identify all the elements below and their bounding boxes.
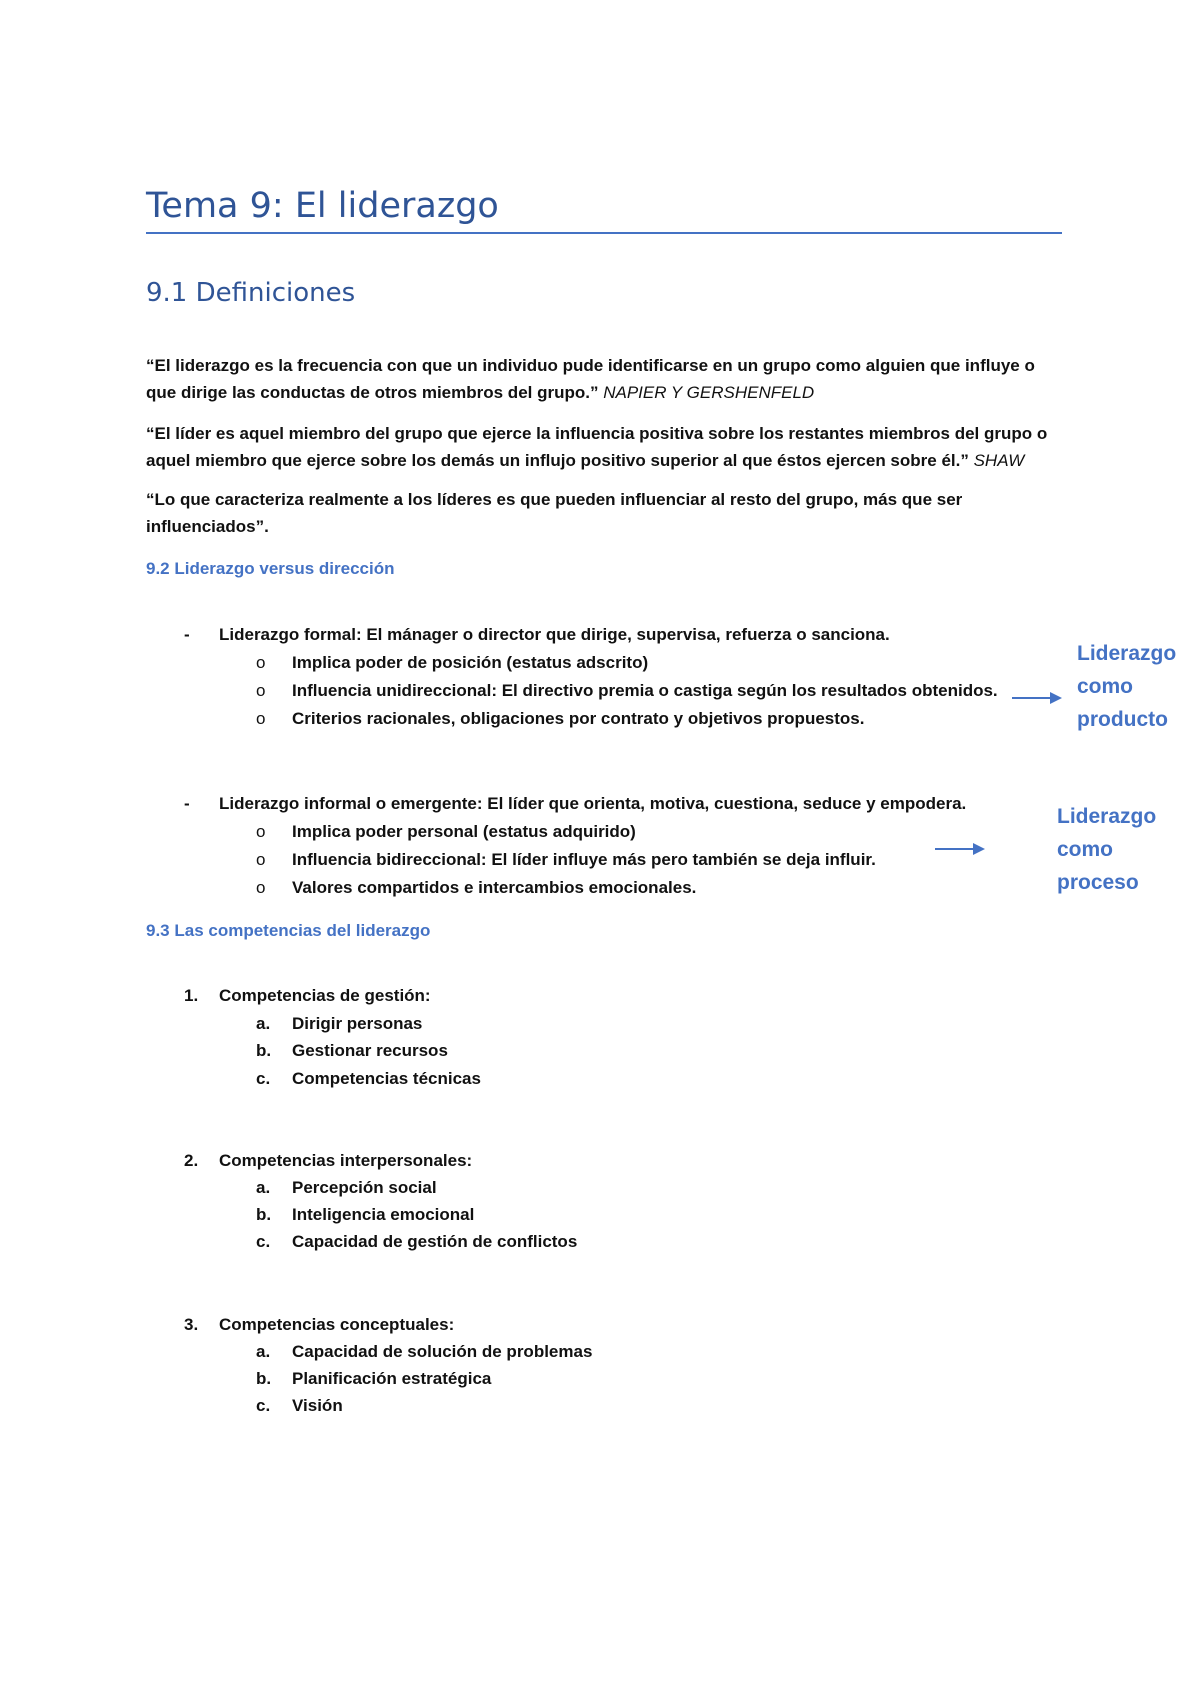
definition-quote-1 — [146, 352, 1066, 406]
list-item: Percepción social — [292, 1178, 437, 1197]
list-letter: b. — [256, 1369, 272, 1388]
list-letter: a. — [256, 1014, 271, 1033]
list-letter: c. — [256, 1232, 271, 1251]
informal-item-3: Valores compartidos e intercambios emocionales. — [292, 878, 697, 897]
list-number: 2. — [184, 1151, 199, 1170]
informal-leadership-line: Liderazgo informal o emergente: El líder que orienta, motiva, cuestiona, seduce y empodera. — [219, 794, 967, 813]
arrow-right-icon — [935, 841, 985, 857]
section-heading-liderazgo-direccion: 9.2 Liderazgo versus dirección — [146, 559, 395, 578]
page-title: Tema 9: El liderazgo — [146, 184, 1062, 234]
quote-text: “Lo que caracteriza realmente a los líderes es que pueden influenciar al resto del grupo, más que ser influenciados”. — [146, 490, 963, 536]
list-letter: c. — [256, 1069, 271, 1088]
list-letter: a. — [256, 1178, 271, 1197]
definition-quote-2 — [146, 420, 1066, 474]
bullet-marker: o — [256, 822, 266, 841]
list-item: Visión — [292, 1396, 343, 1415]
list-letter: a. — [256, 1342, 271, 1361]
list-letter: b. — [256, 1205, 272, 1224]
section-heading-competencias: 9.3 Las competencias del liderazgo — [146, 921, 431, 940]
dash-marker: - — [184, 794, 190, 813]
list-number: 3. — [184, 1315, 199, 1334]
bullet-marker: o — [256, 850, 266, 869]
list-item: Inteligencia emocional — [292, 1205, 475, 1224]
list-item: Planificación estratégica — [292, 1369, 492, 1388]
arrow-right-icon — [1012, 690, 1062, 706]
bullet-marker: o — [256, 709, 266, 728]
competency-group-gestion: Competencias de gestión: — [219, 986, 431, 1005]
list-number: 1. — [184, 986, 199, 1005]
list-letter: b. — [256, 1041, 272, 1060]
bullet-marker: o — [256, 878, 266, 897]
list-item: Capacidad de solución de problemas — [292, 1342, 593, 1361]
formal-item-2: Influencia unidireccional: El directivo premia o castiga según los resultados obtenidos. — [292, 681, 998, 700]
quote-text: “El líder es aquel miembro del grupo que ejerce la influencia positiva sobre los restantes miembros del grupo o aquel miembro que ejerce sobre los demás un influjo positivo superior al que éstos ejercen sobre él.” — [146, 424, 1048, 470]
formal-item-1: Implica poder de posición (estatus adscrito) — [292, 653, 649, 672]
side-label-proceso: Liderazgo como proceso — [1057, 805, 1157, 894]
definition-quote-3 — [146, 486, 1066, 540]
quote-text: “El liderazgo es la frecuencia con que un individuo pude identificarse en un grupo como alguien que influye o que dirige las conductas de otros miembros del grupo.” — [146, 356, 1035, 402]
list-item: Gestionar recursos — [292, 1041, 448, 1060]
competency-group-conceptuales: Competencias conceptuales: — [219, 1315, 455, 1334]
bullet-marker: o — [256, 681, 266, 700]
informal-item-2: Influencia bidireccional: El líder influye más pero también se deja influir. — [292, 850, 876, 869]
list-item: Competencias técnicas — [292, 1069, 481, 1088]
formal-leadership-line: Liderazgo formal: El mánager o director que dirige, supervisa, refuerza o sanciona. — [219, 625, 890, 644]
informal-item-1: Implica poder personal (estatus adquirido) — [292, 822, 636, 841]
competency-group-interpersonales: Competencias interpersonales: — [219, 1151, 473, 1170]
side-label-producto: Liderazgo como producto — [1077, 642, 1177, 731]
formal-item-3: Criterios racionales, obligaciones por contrato y objetivos propuestos. — [292, 709, 865, 728]
list-item: Dirigir personas — [292, 1014, 423, 1033]
bullet-marker: o — [256, 653, 266, 672]
quote-author: NAPIER Y GERSHENFELD — [603, 383, 815, 402]
section-heading-definiciones: 9.1 Definiciones — [146, 278, 356, 308]
list-item: Capacidad de gestión de conflictos — [292, 1232, 578, 1251]
list-letter: c. — [256, 1396, 271, 1415]
quote-author: SHAW — [973, 451, 1025, 470]
dash-marker: - — [184, 625, 190, 644]
